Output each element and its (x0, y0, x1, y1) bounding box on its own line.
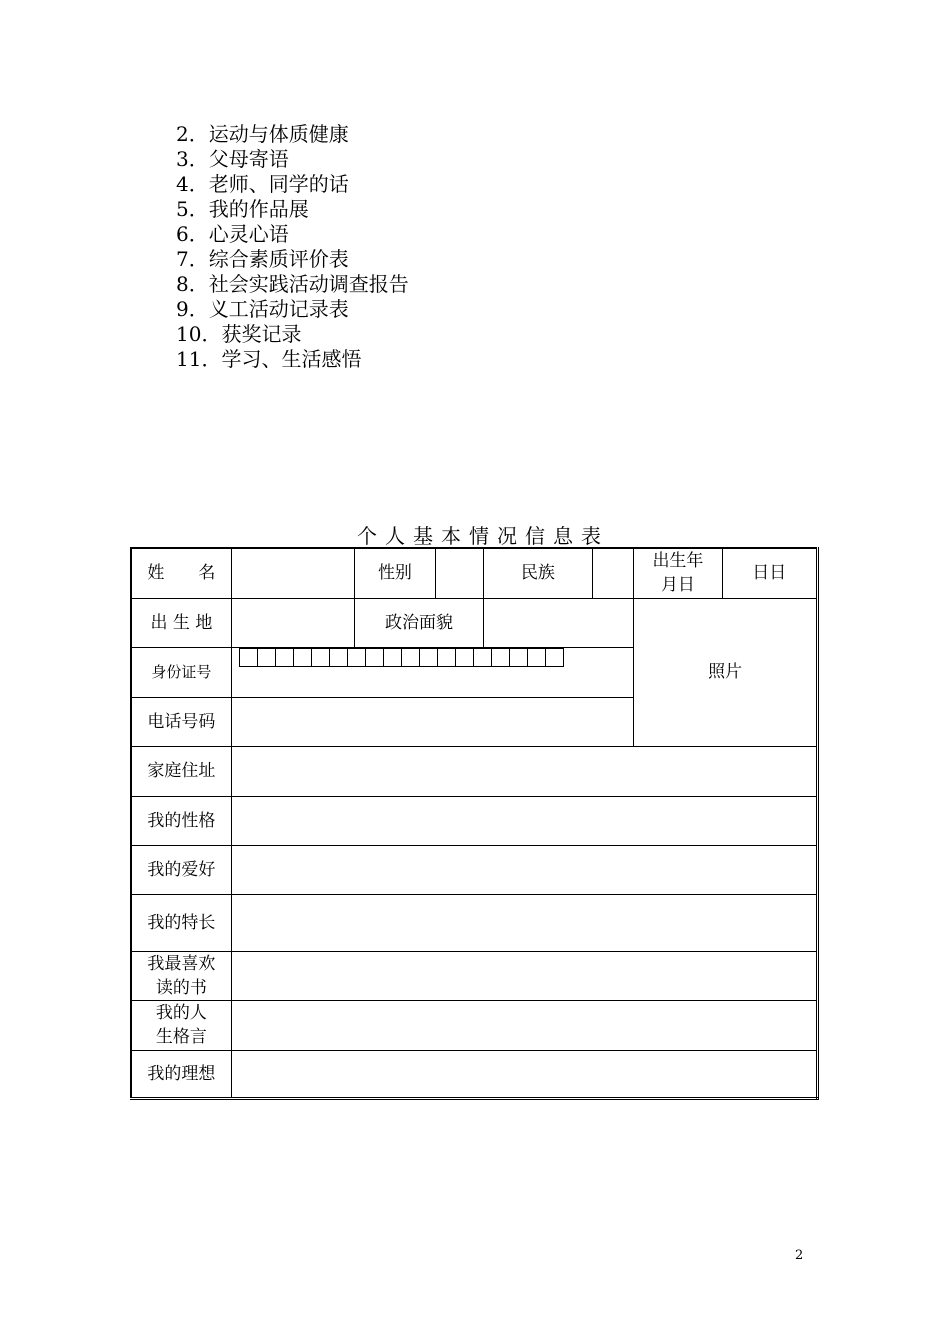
name-field[interactable] (231, 548, 354, 598)
id-digit-box[interactable] (545, 648, 564, 667)
list-item: 6．心灵心语 (176, 222, 289, 246)
personal-info-form (130, 547, 819, 1100)
id-number-label: 身份证号 (131, 647, 231, 697)
id-digit-box[interactable] (365, 648, 384, 667)
id-digit-box[interactable] (401, 648, 420, 667)
list-item: 3．父母寄语 (176, 147, 289, 171)
id-number-field[interactable] (231, 647, 633, 697)
specialty-label: 我的特长 (131, 894, 231, 951)
political-status-field[interactable] (483, 598, 634, 647)
photo-area: 照片 (634, 598, 818, 746)
birthplace-label: 出 生 地 (131, 598, 231, 647)
list-item: 4．老师、同学的话 (176, 172, 349, 196)
contents-list (176, 122, 409, 372)
id-digit-box[interactable] (509, 648, 528, 667)
political-status-label: 政治面貌 (355, 598, 483, 647)
birthplace-field[interactable] (231, 598, 354, 647)
hobbies-label: 我的爱好 (131, 845, 231, 894)
list-item: 5．我的作品展 (176, 197, 309, 221)
list-item: 9．义工活动记录表 (176, 297, 349, 321)
favorite-book-label: 我最喜欢读的书 (131, 951, 231, 1000)
address-label: 家庭住址 (131, 746, 231, 796)
list-item: 11．学习、生活感悟 (176, 347, 362, 371)
ideal-field[interactable] (231, 1050, 817, 1098)
form-title: 个人基本情况信息表 (357, 524, 609, 548)
id-digit-box[interactable] (527, 648, 546, 667)
specialty-field[interactable] (231, 894, 817, 951)
id-digit-box[interactable] (293, 648, 312, 667)
page-number: 2 (795, 1248, 804, 1263)
list-item: 8．社会实践活动调查报告 (176, 272, 409, 296)
birth-date-label: 出生年月日 (634, 548, 722, 598)
id-digit-box[interactable] (257, 648, 276, 667)
phone-field[interactable] (231, 697, 633, 746)
hobbies-field[interactable] (231, 845, 817, 894)
id-digit-box[interactable] (329, 648, 348, 667)
address-field[interactable] (231, 746, 817, 796)
id-digit-box[interactable] (275, 648, 294, 667)
personality-field[interactable] (231, 796, 817, 845)
id-digit-box[interactable] (437, 648, 456, 667)
id-digit-box[interactable] (455, 648, 474, 667)
ethnicity-label: 民族 (483, 548, 592, 598)
id-digit-box[interactable] (239, 648, 258, 667)
id-digit-box[interactable] (419, 648, 438, 667)
phone-label: 电话号码 (131, 697, 231, 746)
list-item: 7．综合素质评价表 (176, 247, 349, 271)
gender-label: 性别 (355, 548, 435, 598)
name-label: 姓 名 (131, 548, 231, 598)
birth-date-field[interactable]: 日日 (722, 548, 817, 598)
id-digit-box[interactable] (473, 648, 492, 667)
ideal-label: 我的理想 (131, 1050, 231, 1098)
id-digit-box[interactable] (311, 648, 330, 667)
gender-field[interactable] (435, 548, 483, 598)
id-digit-box[interactable] (347, 648, 366, 667)
list-item: 10．获奖记录 (176, 322, 302, 346)
motto-label: 我的人生格言 (131, 1000, 231, 1050)
motto-field[interactable] (231, 1000, 817, 1050)
list-item: 2．运动与体质健康 (176, 122, 349, 146)
ethnicity-field[interactable] (593, 548, 634, 598)
personality-label: 我的性格 (131, 796, 231, 845)
id-digit-box[interactable] (491, 648, 510, 667)
id-digit-box[interactable] (383, 648, 402, 667)
favorite-book-field[interactable] (231, 951, 817, 1000)
id-digit-boxes[interactable] (239, 648, 563, 668)
